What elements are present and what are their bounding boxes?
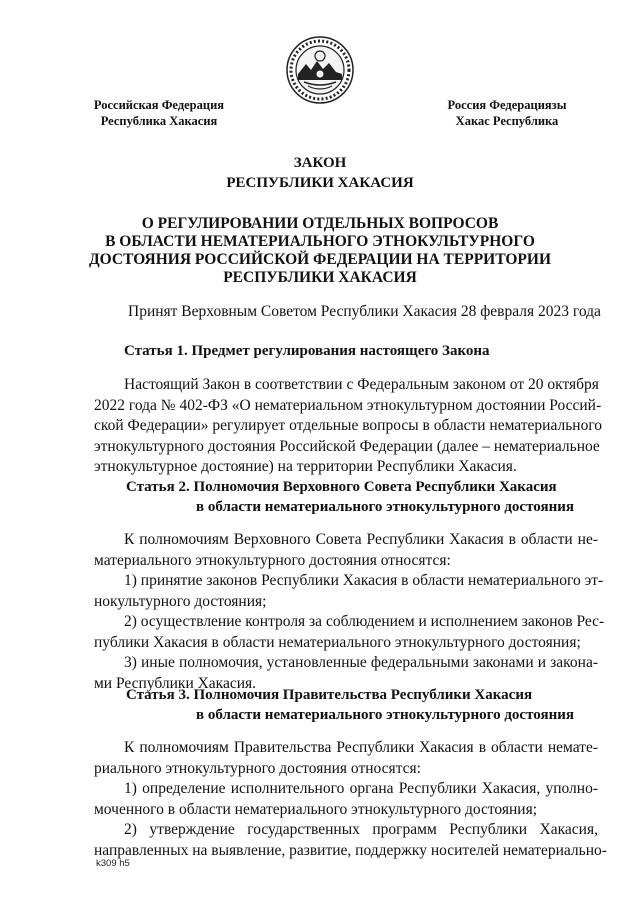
article-2-title-line: Статья 2. Полномочия Верховного Совета Республики Хакасия [126,479,557,495]
subtitle-line: ДОСТОЯНИЯ РОССИЙСКОЙ ФЕДЕРАЦИИ НА ТЕРРИТОРИИ [89,251,551,268]
body-line: риального этнокультурного достояния относятся: [94,759,421,777]
article-2-title [126,477,574,517]
article-3-title-line: в области нематериального этнокультурного достояния [196,707,574,723]
subtitle-line: В ОБЛАСТИ НЕМАТЕРИАЛЬНОГО ЭТНОКУЛЬТУРНОГО [105,233,535,250]
body-line: К полномочиям Верховного Совета Республики Хакасия в области не- [124,531,598,548]
header-right [436,97,578,129]
body-line: 2) осуществление контроля за соблюдением и исполнением законов Рес- [124,613,605,630]
body-line: публики Хакасия в области нематериального этнокультурного достояния; [94,633,581,651]
body-line: 3) иные полномочия, установленные федеральными законами и закона- [124,654,598,671]
document-subtitle [0,215,640,287]
article-3-title [126,685,574,725]
article-2-title-line: в области нематериального этнокультурного достояния [196,499,574,515]
header-left [84,97,234,129]
article-3-body [94,738,607,861]
article-3-title-line: Статья 3. Полномочия Правительства Республики Хакасия [126,687,533,703]
title-line: РЕСПУБЛИКИ ХАКАСИЯ [226,175,414,191]
footer-code: k309 h5 [96,858,130,869]
body-line: К полномочиям Правительства Республики Хакасия в области немате- [124,739,598,756]
article-1-body [94,375,603,478]
body-line: моченного в области нематериального этнокультурного достояния; [94,800,538,818]
subtitle-line: О РЕГУЛИРОВАНИИ ОТДЕЛЬНЫХ ВОПРОСОВ [141,215,499,232]
body-line: 1) принятие законов Республики Хакасия в области нематериального эт- [124,572,604,589]
body-line: ской Федерации» регулирует отдельные вопросы в области нематериального [94,417,603,434]
title-line: ЗАКОН [293,155,347,171]
article-1-title: Статья 1. Предмет регулирования настоящего Закона [124,343,490,359]
coat-of-arms-emblem [284,34,356,106]
body-line: направленных на выявление, развитие, поддержку носителей нематериально- [94,841,607,859]
header-left-line: Российская Федерация [93,98,225,112]
header-right-line: Россия Федерациязы [447,98,567,112]
body-line: нокультурного достояния; [94,592,267,610]
body-line: этнокультурного достояния Российской Федерации (далее – нематериальное [94,437,600,455]
body-line: 2022 года № 402-ФЗ «О нематериальном этнокультурном достоянии Россий- [94,396,602,414]
adoption-note: Принят Верховным Советом Республики Хакасия 28 февраля 2023 года [128,303,601,320]
body-line: ми Республики Хакасия. [94,674,257,692]
article-2-body [94,530,605,694]
body-line: этнокультурное достояние) на территории Республики Хакасия. [94,458,517,475]
document-title [0,153,640,193]
body-line: 1) определение исполнительного органа Республики Хакасия, уполно- [124,780,598,797]
header-left-line: Республика Хакасия [100,114,218,128]
body-line: материального этнокультурного достояния относятся: [94,551,451,569]
body-line: 2) утверждение государственных программ Республики Хакасия, [124,821,598,838]
header-right-line: Хакас Республика [455,114,559,128]
body-line: Настоящий Закон в соответствии с Федеральным законом от 20 октября [124,376,599,393]
subtitle-line: РЕСПУБЛИКИ ХАКАСИЯ [223,269,417,286]
